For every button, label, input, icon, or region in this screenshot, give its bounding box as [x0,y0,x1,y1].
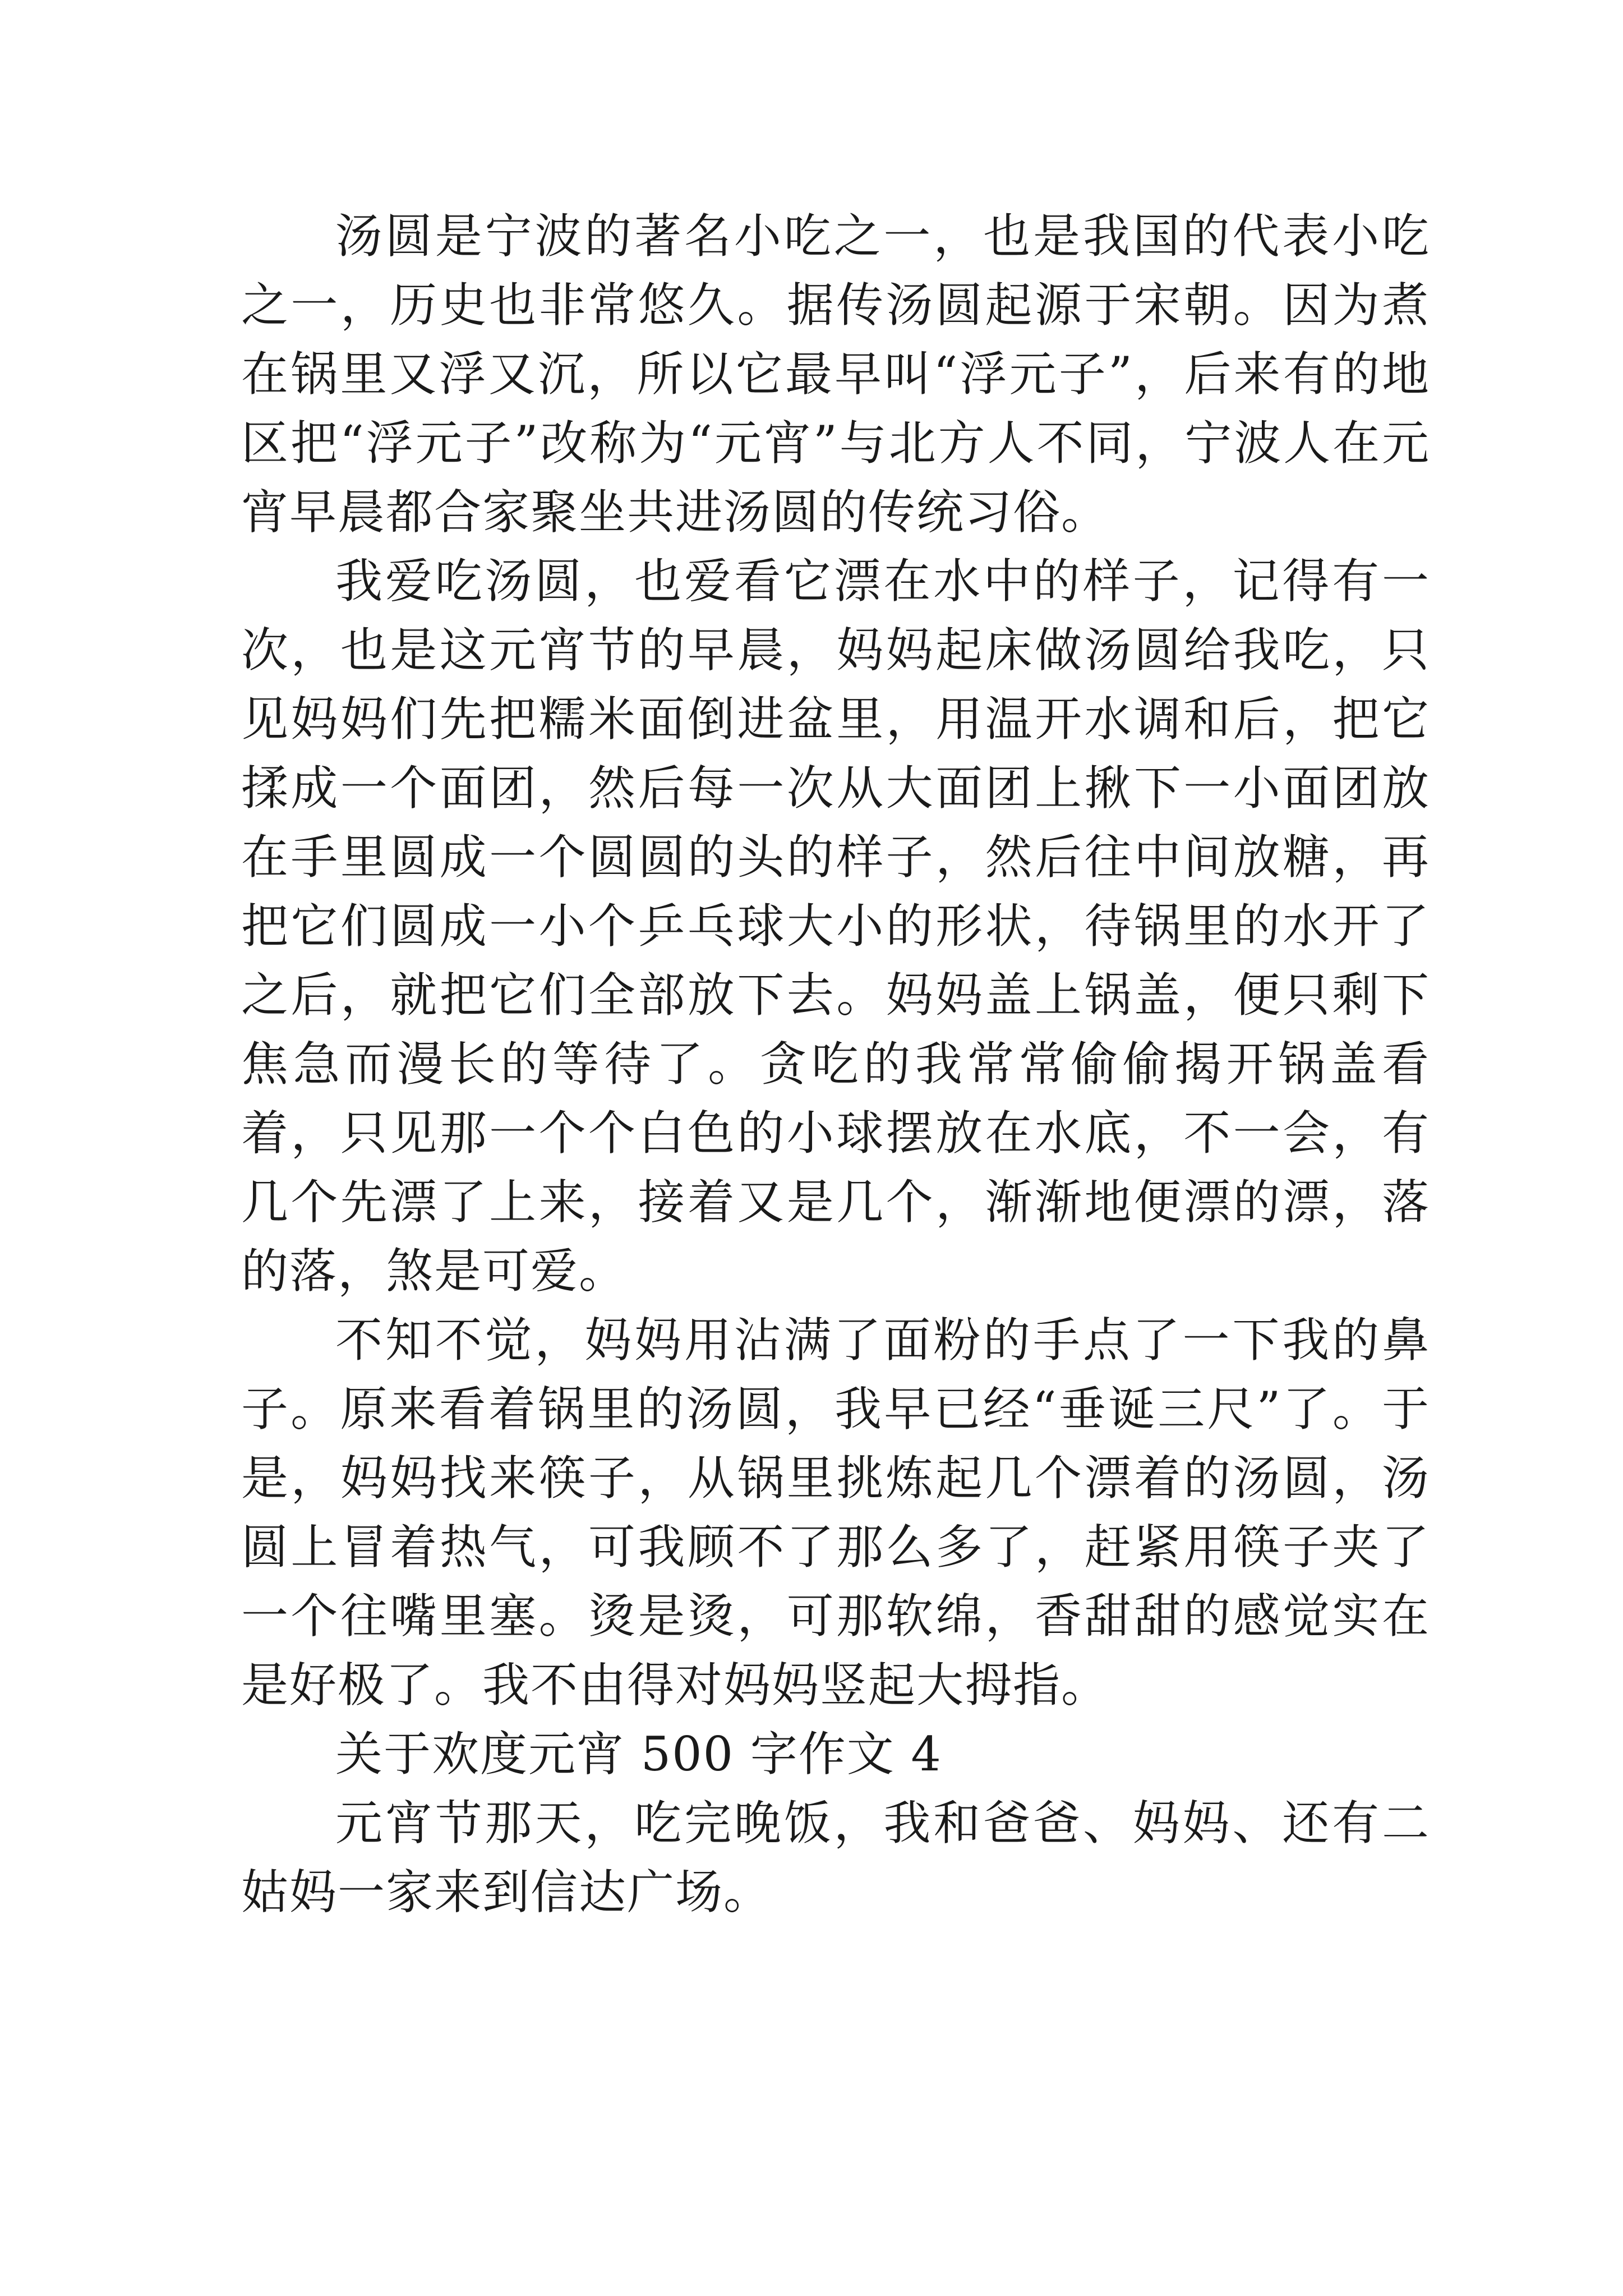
paragraph-tangyuan-history: 汤圆是宁波的著名小吃之一，也是我国的代表小吃之一，历史也非常悠久。据传汤圆起源于宋朝。因为煮在锅里又浮又沉，所以它最早叫“浮元子”，后来有的地区把“浮元子”改称为“元宵”与北方人不同，宁波人在元宵早晨都合家聚坐共进汤圆的传统习俗。 [241,209,1430,540]
paragraph-eating-tangyuan: 不知不觉，妈妈用沾满了面粉的手点了一下我的鼻子。原来看着锅里的汤圆，我早已经“垂诞三尺”了。于是，妈妈找来筷子，从锅里挑炼起几个漂着的汤圆，汤圆上冒着热气，可我顾不了那么多了，赶紧用筷子夹了一个往嘴里塞。烫是烫，可那软绵，香甜甜的感觉实在是好极了。我不由得对妈妈竖起大拇指。 [241,1313,1430,1713]
paragraph-lantern-festival-evening: 元宵节那天，吃完晚饭，我和爸爸、妈妈、还有二姑妈一家来到信达广场。 [241,1796,1430,1920]
paragraph-making-tangyuan: 我爱吃汤圆，也爱看它漂在水中的样子，记得有一次，也是这元宵节的早晨，妈妈起床做汤圆给我吃，只见妈妈们先把糯米面倒进盆里，用温开水调和后，把它揉成一个面团，然后每一次从大面团上揪下一小面团放在手里圆成一个圆圆的头的样子，然后往中间放糖，再把它们圆成一小个乒乓球大小的形状，待锅里的水开了之后，就把它们全部放下去。妈妈盖上锅盖，便只剩下焦急而漫长的等待了。贪吃的我常常偷偷揭开锅盖看着，只见那一个个白色的小球摆放在水底，不一会，有几个先漂了上来，接着又是几个，渐渐地便漂的漂，落的落，煞是可爱。 [241,554,1430,1299]
document-body [241,202,1430,1927]
essay-subheading: 关于欢度元宵 500 字作文 4 [335,1727,942,1782]
